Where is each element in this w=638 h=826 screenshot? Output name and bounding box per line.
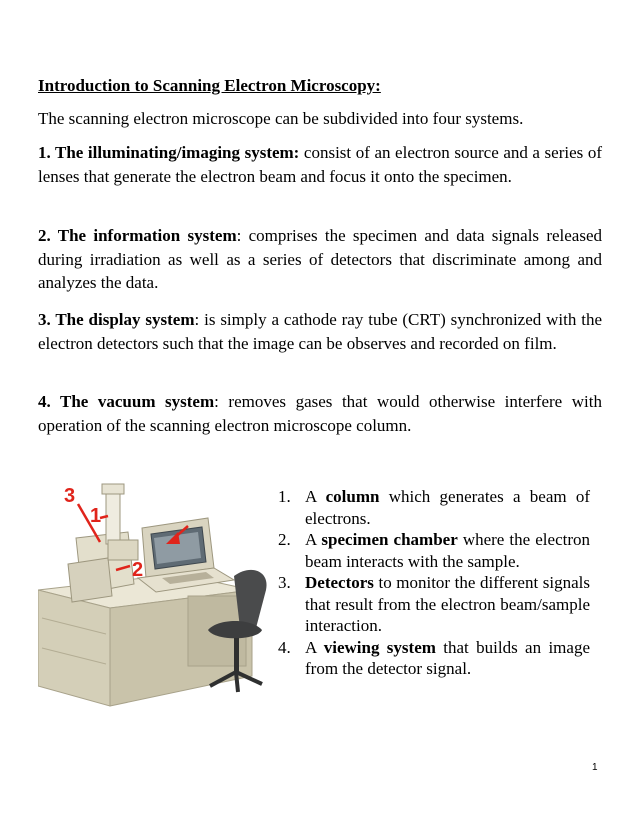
system-label: 4. The vacuum system — [38, 392, 215, 411]
list-number: 4. — [278, 637, 291, 657]
sem-components-list — [278, 486, 590, 680]
item-prefix: A — [305, 530, 322, 549]
item-term: viewing system — [323, 637, 436, 657]
system-label: 2. The information system — [38, 226, 237, 245]
sem-instrument-figure — [38, 478, 278, 710]
list-item — [278, 572, 590, 637]
callout-3: 3 — [64, 485, 76, 507]
list-item — [278, 637, 590, 680]
system-text: : is simply a cathode ray tube (CRT) synchronized with the electron detectors such that the image can be observes and recorded on film. — [38, 310, 603, 353]
sem-instrument-illustration — [38, 478, 278, 710]
item-prefix: A — [305, 637, 324, 657]
item-term: column — [325, 487, 380, 506]
list-number: 2. — [278, 530, 291, 549]
callout-1: 1 — [90, 505, 102, 527]
system-text: : removes gases that would otherwise interfere with operation of the scanning electron microscope column. — [38, 392, 603, 435]
item-description: where the electron beam interacts with the sample. — [305, 530, 590, 571]
list-item — [278, 486, 590, 529]
item-description: to monitor the different signals that result from the electron beam/sample interaction. — [305, 573, 590, 635]
system-label: 3. The display system — [38, 310, 195, 329]
system-label: 1. The illuminating/imaging system: — [38, 143, 300, 162]
intro-paragraph: The scanning electron microscope can be subdivided into four systems. — [38, 109, 524, 128]
item-prefix: A — [305, 487, 326, 506]
page-title: Introduction to Scanning Electron Microscopy: — [38, 76, 381, 95]
list-item — [278, 529, 590, 572]
system-paragraph-vacuum — [38, 390, 602, 437]
item-term: Detectors — [305, 573, 374, 592]
item-term: specimen chamber — [321, 530, 458, 549]
system-text: : comprises the specimen and data signals released during irradiation as well as a series of detectors that discriminate among and analyzes the data. — [38, 226, 602, 292]
system-text: consist of an electron source and a series of lenses that generate the electron beam and focus it onto the specimen. — [38, 143, 602, 186]
page-number: 1 — [592, 762, 598, 773]
list-number: 3. — [278, 573, 291, 592]
system-paragraph-information — [38, 224, 602, 295]
system-paragraph-illuminating — [38, 141, 602, 188]
list-number: 1. — [278, 487, 291, 506]
item-description: that builds an image from the detector signal. — [305, 637, 591, 678]
system-paragraph-display — [38, 308, 602, 355]
callout-2: 2 — [132, 559, 144, 581]
item-description: which generates a beam of electrons. — [305, 487, 591, 528]
